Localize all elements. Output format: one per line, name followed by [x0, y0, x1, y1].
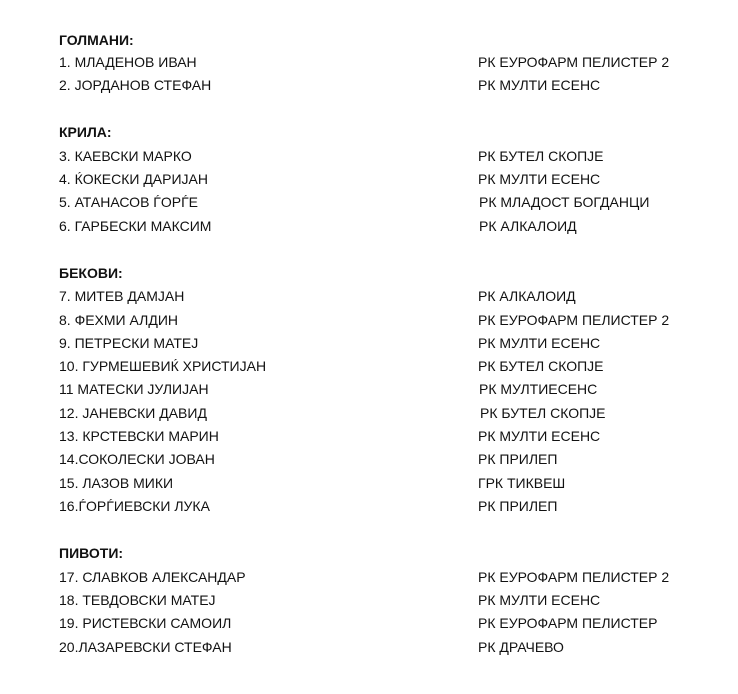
player-name: 11 МАТЕСКИ ЈУЛИЈАН — [59, 381, 209, 397]
player-club: РК ПРИЛЕП — [478, 451, 558, 467]
player-club: РК АЛКАЛОИД — [478, 288, 576, 304]
player-name: 17. СЛАВКОВ АЛЕКСАНДАР — [59, 569, 246, 585]
section-heading-goalkeepers: ГОЛМАНИ: — [59, 32, 134, 48]
player-name: 3. КАЕВСКИ МАРКО — [59, 148, 192, 164]
player-club: РК ЕУРОФАРМ ПЕЛИСТЕР 2 — [478, 54, 670, 70]
player-club: РК МУЛТИ ЕСЕНС — [478, 428, 601, 444]
player-name: 16.ЃОРЃИЕВСКИ ЛУКА — [59, 498, 210, 514]
player-club: РК МУЛТИ ЕСЕНС — [478, 335, 601, 351]
player-name: 10. ГУРМЕШЕВИЌ ХРИСТИЈАН — [59, 358, 267, 374]
player-club: РК АЛКАЛОИД — [479, 218, 577, 234]
player-name: 8. ФЕХМИ АЛДИН — [59, 312, 178, 328]
player-name: 20.ЛАЗАРЕВСКИ СТЕФАН — [59, 639, 232, 655]
player-club: РК МУЛТИ ЕСЕНС — [478, 171, 601, 187]
player-name: 2. ЈОРДАНОВ СТЕФАН — [59, 77, 212, 93]
player-name: 15. ЛАЗОВ МИКИ — [59, 475, 174, 491]
player-club: РК ПРИЛЕП — [478, 498, 558, 514]
player-club: РК БУТЕЛ СКОПЈЕ — [478, 358, 604, 374]
player-club: РК ДРАЧЕВО — [478, 639, 564, 655]
player-club: РК МУЛТИ ЕСЕНС — [478, 77, 601, 93]
section-heading-wings: КРИЛА: — [59, 124, 112, 140]
player-name: 14.СОКОЛЕСКИ ЈОВАН — [59, 451, 215, 467]
player-club: РК ЕУРОФАРМ ПЕЛИСТЕР 2 — [478, 312, 670, 328]
player-club: РК МУЛТИ ЕСЕНС — [478, 592, 601, 608]
player-name: 7. МИТЕВ ДАМЈАН — [59, 288, 185, 304]
player-name: 19. РИСТЕВСКИ САМОИЛ — [59, 615, 232, 631]
player-name: 9. ПЕТРЕСКИ МАТЕЈ — [59, 335, 199, 351]
player-name: 5. АТАНАСОВ ЃОРЃЕ — [59, 194, 199, 210]
player-club: РК МУЛТИЕСЕНС — [479, 381, 598, 397]
player-club: РК ЕУРОФАРМ ПЕЛИСТЕР 2 — [478, 569, 670, 585]
player-club: РК БУТЕЛ СКОПЈЕ — [478, 148, 604, 164]
player-club: ГРК ТИКВЕШ — [478, 475, 566, 491]
player-name: 13. КРСТЕВСКИ МАРИН — [59, 428, 219, 444]
player-club: РК ЕУРОФАРМ ПЕЛИСТЕР — [478, 615, 658, 631]
player-name: 6. ГАРБЕСКИ МАКСИМ — [59, 218, 212, 234]
player-club: РК БУТЕЛ СКОПЈЕ — [480, 405, 606, 421]
player-name: 12. ЈАНЕВСКИ ДАВИД — [59, 405, 207, 421]
player-club: РК МЛАДОСТ БОГДАНЦИ — [479, 194, 650, 210]
player-name: 4. ЌОКЕСКИ ДАРИЈАН — [59, 171, 208, 187]
player-name: 1. МЛАДЕНОВ ИВАН — [59, 54, 197, 70]
player-name: 18. ТЕВДОВСКИ МАТЕЈ — [59, 592, 216, 608]
section-heading-pivots: ПИВОТИ: — [59, 545, 124, 561]
section-heading-backs: БЕКОВИ: — [59, 265, 123, 281]
